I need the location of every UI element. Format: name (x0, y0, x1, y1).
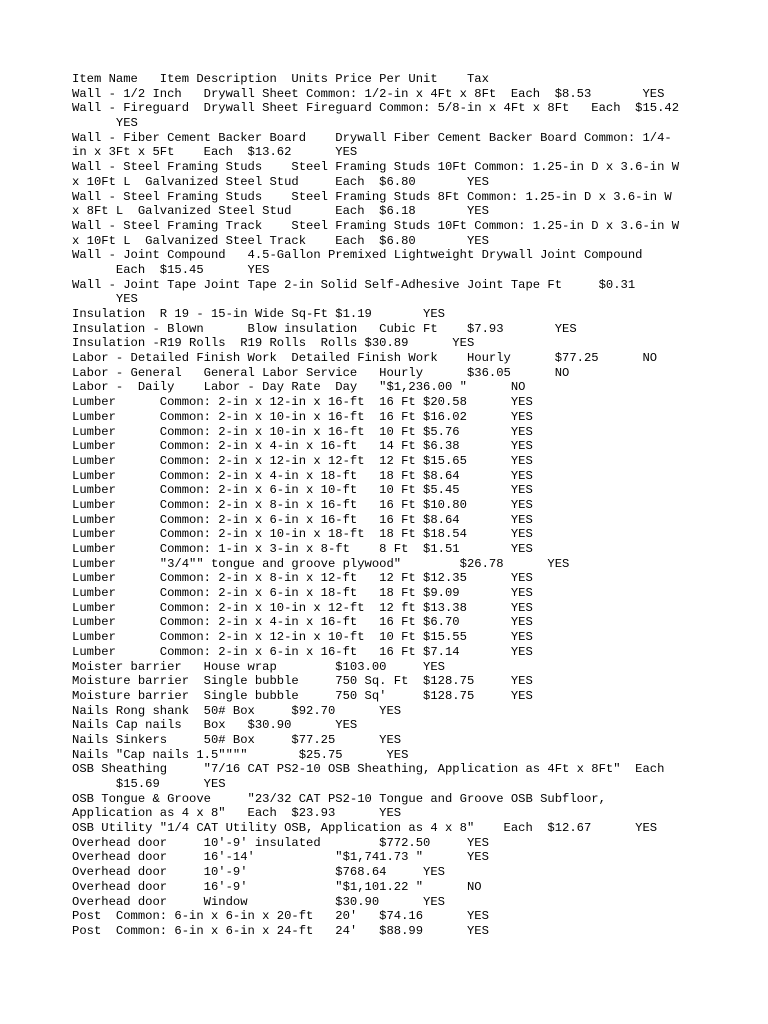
document-text (72, 72, 702, 939)
text-line: Lumber Common: 2-in x 10-in x 16-ft 10 Ft $5.76 YES (72, 424, 533, 439)
text-line: OSB Sheathing "7/16 CAT PS2-10 OSB Sheathing, Application as 4Ft x 8Ft" Each (72, 762, 665, 777)
text-line: Wall - Joint Compound 4.5-Gallon Premixed Lightweight Drywall Joint Compound (72, 248, 643, 263)
text-line: Insulation R 19 - 15-in Wide Sq-Ft $1.19 YES (72, 307, 445, 321)
text-line: Moisture barrier Single bubble 750 Sq' $128.75 YES (72, 688, 533, 703)
text-line: x 10Ft L Galvanized Steel Track Each $6.80 YES (72, 233, 489, 248)
text-line: Lumber Common: 2-in x 6-in x 10-ft 10 Ft $5.45 YES (72, 483, 533, 498)
text-line: Lumber Common: 2-in x 8-in x 12-ft 12 Ft $12.35 YES (72, 571, 533, 586)
text-line: Lumber Common: 2-in x 12-in x 12-ft 12 Ft $15.65 YES (72, 453, 533, 468)
text-line: $15.69 YES (72, 777, 226, 791)
text-line: Overhead door 16'-14' "$1,741.73 " YES (72, 850, 489, 865)
text-line: Lumber Common: 2-in x 8-in x 16-ft 16 Ft $10.80 YES (72, 497, 533, 512)
text-line: Lumber Common: 1-in x 3-in x 8-ft 8 Ft $1.51 YES (72, 542, 533, 556)
text-line: Lumber Common: 2-in x 6-in x 16-ft 16 Ft $8.64 YES (72, 512, 533, 527)
text-line: OSB Tongue & Groove "23/32 CAT PS2-10 Tongue and Groove OSB Subfloor, (72, 791, 606, 806)
text-line: Wall - Fireguard Drywall Sheet Fireguard Common: 5/8-in x 4Ft x 8Ft Each $15.42 (72, 101, 680, 116)
text-line: x 10Ft L Galvanized Steel Stud Each $6.80 YES (72, 174, 489, 189)
text-line: Lumber Common: 2-in x 10-in x 18-ft 18 Ft $18.54 YES (72, 527, 533, 542)
text-line: YES (72, 116, 138, 131)
text-line: OSB Utility "1/4 CAT Utility OSB, Application as 4 x 8" Each $12.67 YES (72, 821, 658, 836)
text-line: Nails Rong shank 50# Box $92.70 YES (72, 703, 402, 718)
text-line: x 8Ft L Galvanized Steel Stud Each $6.18 YES (72, 204, 489, 219)
text-line: Overhead door 10'-9' insulated $772.50 YES (72, 835, 489, 850)
text-line: Nails Sinkers 50# Box $77.25 YES (72, 732, 402, 747)
text-line: Lumber Common: 2-in x 12-in x 16-ft 16 Ft $20.58 YES (72, 395, 533, 410)
text-line: Overhead door Window $30.90 YES (72, 894, 445, 909)
text-line: Application as 4 x 8" Each $23.93 YES (72, 806, 402, 821)
text-line: Wall - Steel Framing Track Steel Framing Studs 10Ft Common: 1.25-in D x 3.6-in W (72, 218, 680, 233)
text-line: Wall - Steel Framing Studs Steel Framing Studs 8Ft Common: 1.25-in D x 3.6-in W (72, 189, 672, 204)
text-line: Lumber Common: 2-in x 12-in x 10-ft 10 Ft $15.55 YES (72, 630, 533, 645)
text-line: Wall - Steel Framing Studs Steel Framing Studs 10Ft Common: 1.25-in D x 3.6-in W (72, 160, 680, 175)
text-line: Overhead door 10'-9' $768.64 YES (72, 865, 445, 880)
header-line: Item Name Item Description Units Price Per Unit Tax (72, 72, 489, 86)
text-line: Nails "Cap nails 1.5"""" $25.75 YES (72, 747, 409, 762)
text-line: Lumber Common: 2-in x 6-in x 16-ft 16 Ft $7.14 YES (72, 644, 533, 659)
text-line: Insulation -R19 Rolls R19 Rolls Rolls $30.89 YES (72, 336, 475, 351)
text-line: Each $15.45 YES (72, 262, 270, 277)
text-line: Insulation - Blown Blow insulation Cubic Ft $7.93 YES (72, 321, 577, 336)
text-line: Wall - Joint Tape Joint Tape 2-in Solid Self-Adhesive Joint Tape Ft $0.31 (72, 277, 636, 292)
text-line: Nails Cap nails Box $30.90 YES (72, 718, 358, 733)
text-line: Lumber "3/4"" tongue and groove plywood" $26.78 YES (72, 556, 570, 571)
text-line: Labor - Daily Labor - Day Rate Day "$1,236.00 " NO (72, 380, 526, 395)
text-line: Lumber Common: 2-in x 4-in x 18-ft 18 Ft $8.64 YES (72, 468, 533, 483)
text-line: Lumber Common: 2-in x 6-in x 18-ft 18 Ft $9.09 YES (72, 586, 533, 601)
text-line: Lumber Common: 2-in x 4-in x 16-ft 14 Ft $6.38 YES (72, 439, 533, 454)
text-line: YES (72, 292, 138, 307)
text-line: in x 3Ft x 5Ft Each $13.62 YES (72, 145, 358, 160)
text-line: Labor - Detailed Finish Work Detailed Finish Work Hourly $77.25 NO (72, 351, 658, 366)
text-line: Lumber Common: 2-in x 4-in x 16-ft 16 Ft $6.70 YES (72, 615, 533, 630)
text-line: Lumber Common: 2-in x 10-in x 12-ft 12 ft $13.38 YES (72, 600, 533, 615)
text-line: Moister barrier House wrap $103.00 YES (72, 659, 445, 674)
text-line: Overhead door 16'-9' "$1,101.22 " NO (72, 879, 482, 894)
text-line: Wall - Fiber Cement Backer Board Drywall Fiber Cement Backer Board Common: 1/4- (72, 130, 672, 145)
text-line: Post Common: 6-in x 6-in x 20-ft 20' $74.16 YES (72, 909, 489, 924)
text-line: Post Common: 6-in x 6-in x 24-ft 24' $88.99 YES (72, 923, 489, 938)
text-line: Moisture barrier Single bubble 750 Sq. Ft $128.75 YES (72, 674, 533, 689)
text-line: Wall - 1/2 Inch Drywall Sheet Common: 1/2-in x 4Ft x 8Ft Each $8.53 YES (72, 86, 665, 101)
text-line: Labor - General General Labor Service Hourly $36.05 NO (72, 365, 570, 380)
text-line: Lumber Common: 2-in x 10-in x 16-ft 16 Ft $16.02 YES (72, 409, 533, 424)
